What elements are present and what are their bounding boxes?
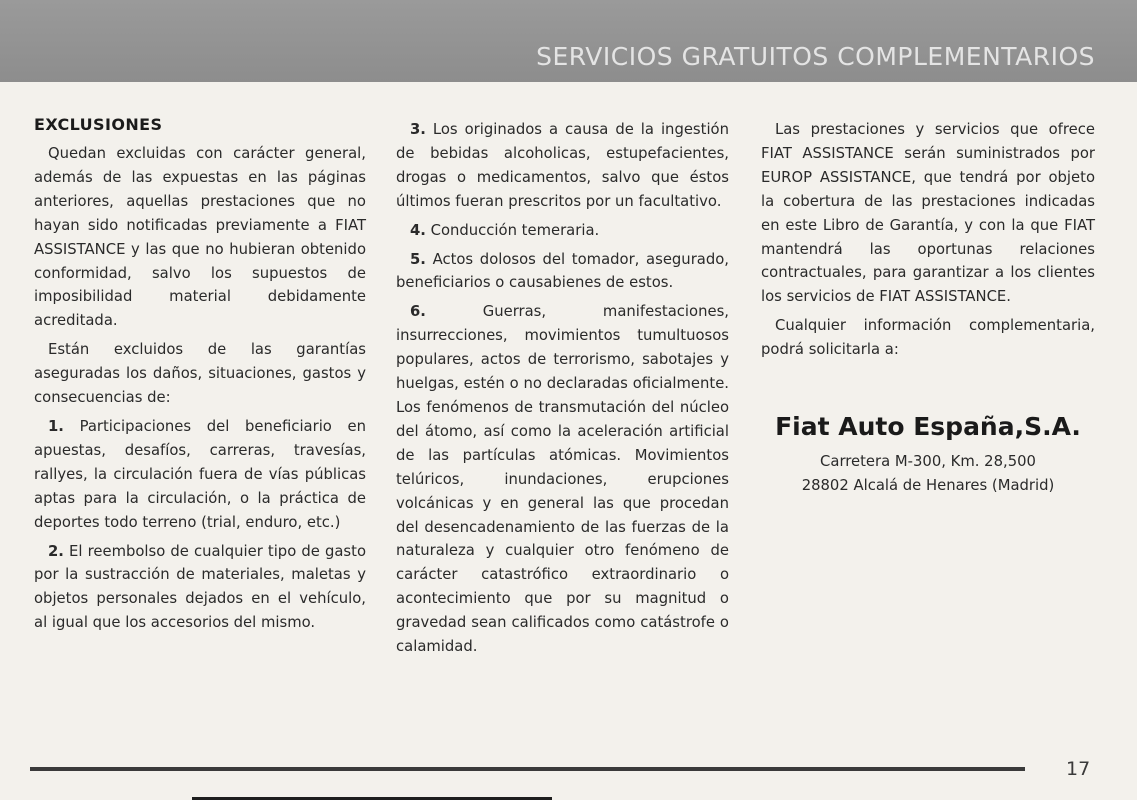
item-number: 6. [410,303,426,321]
company-address-line-1: Carretera M-300, Km. 28,500 [820,453,1036,470]
column-left [34,113,366,640]
column-middle [396,118,729,664]
company-name: Fiat Auto España,S.A. [775,412,1081,441]
item-number: 4. [410,221,426,239]
paragraph-excluded-guarantees: Están excluidos de las garantías aseguradas los daños, situaciones, gastos y consecuencias de: [34,341,366,407]
company-address-line-2: 28802 Alcalá de Henares (Madrid) [801,477,1055,494]
list-item-2 [34,540,366,636]
company-contact-block [761,410,1095,498]
header-band [0,0,1137,82]
item-number: 2. [48,542,64,560]
item-number: 5. [410,250,426,268]
section-heading-exclusiones: EXCLUSIONES [34,115,163,134]
item-text: Los originados a causa de la ingestión de bebidas alcoholicas, estupefacientes, drogas o medicamentos, salvo que éstos últimos fueran prescritos por un facultativo. [396,121,729,210]
item-text: Actos dolosos del tomador, asegurado, beneficiarios o causabienes de estos. [396,250,729,292]
item-text: Guerras, manifestaciones, insurrecciones, movimientos tumultuosos populares, actos de terrorismo, sabotajes y huelgas, estén o no declaradas oficialmente. Los fenómenos de transmutación del núcleo del átomo, así como la aceleración artificial de las partículas atómicas. Movimientos telúricos, inundaciones, erupciones volcánicas y en general las que procedan del desencadenamiento de las fuerzas de la naturaleza y cualquier otro fenómeno de carácter catastrófico extraordinario o acontecimiento que por su magnitud o gravedad sean calificados como catástrofe o calamidad. [396,303,729,656]
list-item-4 [396,219,729,243]
page-number: 17 [1066,758,1091,780]
item-text: El reembolso de cualquier tipo de gasto por la sustracción de materiales, maletas y objetos personales dejados en el vehículo, al igual que los accesorios del mismo. [34,542,366,632]
paragraph-more-info: Cualquier información complementaria, podrá solicitarla a: [761,317,1095,359]
list-item-5 [396,248,729,296]
item-text: Conducción temeraria. [425,221,600,239]
footer-divider [30,767,1025,771]
list-item-3 [396,118,729,214]
column-right [761,118,1095,367]
item-number: 1. [48,417,64,435]
paragraph-services-provider: Las prestaciones y servicios que ofrece FIAT ASSISTANCE serán suministrados por EUROP ASSISTANCE, que tendrá por objeto la cobertura de las prestaciones indicadas en este Libro de Garantía, y con la que FIAT mantendrá las oportunas relaciones contractuales, para garantizar a los clientes los servicios de FIAT ASSISTANCE. [761,121,1095,306]
list-item-1 [34,415,366,535]
paragraph-exclusions-general: Quedan excluidas con carácter general, además de las expuestas en las páginas anteriores, aquellas prestaciones que no hayan sido notificadas previamente a FIAT ASSISTANCE y las que no hubieran obtenido conformidad, salvo los supuestos de imposibilidad material debidamente acreditada. [34,145,366,330]
item-text: Participaciones del beneficiario en apuestas, desafíos, carreras, travesías, rallyes, la circulación fuera de vías públicas aptas para la circulación, o la práctica de deportes todo terreno (trial, enduro, etc.) [34,417,366,531]
item-number: 3. [410,121,426,138]
page-title: SERVICIOS GRATUITOS COMPLEMENTARIOS [536,42,1095,71]
list-item-6 [396,300,729,659]
